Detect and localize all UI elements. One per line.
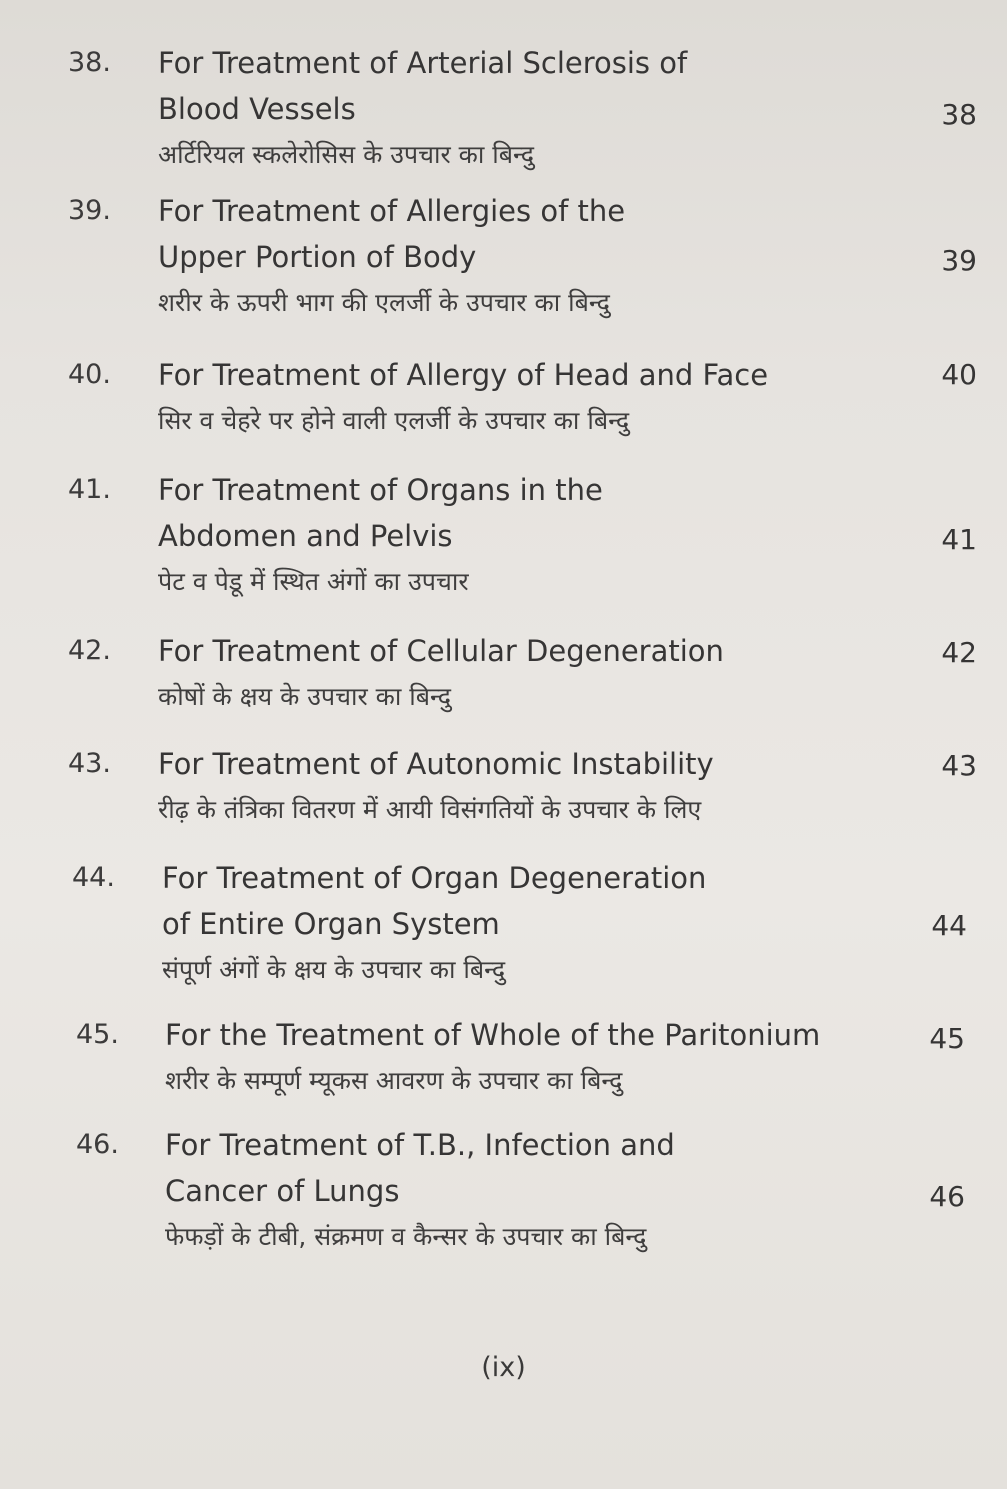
roman-page-number: (ix) bbox=[481, 1352, 526, 1383]
entry-page-number: 38 bbox=[941, 98, 977, 131]
entry-hindi-title: पेट व पेडू में स्थित अंगों का उपचार bbox=[158, 567, 469, 596]
entry-text bbox=[158, 188, 878, 326]
entry-text bbox=[158, 741, 878, 833]
entry-page-number: 46 bbox=[929, 1180, 965, 1213]
entry-hindi-title: फेफड़ों के टीबी, संक्रमण व कैन्सर के उपचार का बिन्दु bbox=[165, 1222, 647, 1251]
entry-page-number: 42 bbox=[941, 636, 977, 669]
entry-number: 46. bbox=[76, 1129, 119, 1160]
entry-number: 42. bbox=[68, 635, 111, 666]
entry-text bbox=[165, 1012, 885, 1104]
entry-hindi-title: शरीर के ऊपरी भाग की एलर्जी के उपचार का बिन्दु bbox=[158, 288, 610, 317]
entry-page-number: 41 bbox=[941, 523, 977, 556]
entry-number: 40. bbox=[68, 359, 111, 390]
entry-title-line: For Treatment of Arterial Sclerosis of bbox=[158, 46, 688, 80]
entry-title-line: For Treatment of Organ Degeneration bbox=[162, 861, 707, 895]
entry-title-line: Upper Portion of Body bbox=[158, 240, 477, 274]
entry-hindi-title: कोषों के क्षय के उपचार का बिन्दु bbox=[158, 682, 452, 711]
entry-text bbox=[158, 628, 878, 720]
entry-text bbox=[162, 855, 882, 993]
entry-text bbox=[158, 352, 878, 444]
entry-number: 44. bbox=[72, 862, 115, 893]
entry-title-line: Abdomen and Pelvis bbox=[158, 519, 453, 553]
entry-title-line: of Entire Organ System bbox=[162, 907, 500, 941]
entry-number: 38. bbox=[68, 47, 111, 78]
entry-title-line: For Treatment of Autonomic Instability bbox=[158, 747, 714, 781]
entry-hindi-title: रीढ़ के तंत्रिका वितरण में आयी विसंगतियों के उपचार के लिए bbox=[158, 795, 702, 824]
entry-title-line: For the Treatment of Whole of the Paritonium bbox=[165, 1018, 821, 1052]
entry-title-line: For Treatment of Allergy of Head and Face bbox=[158, 358, 769, 392]
entry-number: 41. bbox=[68, 474, 111, 505]
entry-number: 43. bbox=[68, 748, 111, 779]
entry-hindi-title: शरीर के सम्पूर्ण म्यूकस आवरण के उपचार का बिन्दु bbox=[165, 1066, 623, 1095]
entry-title-line: Blood Vessels bbox=[158, 92, 356, 126]
entry-hindi-title: सिर व चेहरे पर होने वाली एलर्जी के उपचार का बिन्दु bbox=[158, 406, 630, 435]
entry-page-number: 44 bbox=[931, 909, 967, 942]
entry-text bbox=[158, 40, 878, 178]
entry-number: 39. bbox=[68, 195, 111, 226]
entry-hindi-title: अर्टिरियल स्कलेरोसिस के उपचार का बिन्दु bbox=[158, 140, 535, 169]
entry-text bbox=[165, 1122, 885, 1260]
entry-hindi-title: संपूर्ण अंगों के क्षय के उपचार का बिन्दु bbox=[162, 955, 506, 984]
entry-page-number: 43 bbox=[941, 749, 977, 782]
entry-title-line: Cancer of Lungs bbox=[165, 1174, 400, 1208]
entry-page-number: 39 bbox=[941, 244, 977, 277]
entry-title-line: For Treatment of T.B., Infection and bbox=[165, 1128, 675, 1162]
entry-number: 45. bbox=[76, 1019, 119, 1050]
entry-page-number: 40 bbox=[941, 358, 977, 391]
entry-page-number: 45 bbox=[929, 1022, 965, 1055]
entry-text bbox=[158, 467, 878, 605]
entry-title-line: For Treatment of Organs in the bbox=[158, 473, 603, 507]
entry-title-line: For Treatment of Cellular Degeneration bbox=[158, 634, 724, 668]
entry-title-line: For Treatment of Allergies of the bbox=[158, 194, 626, 228]
